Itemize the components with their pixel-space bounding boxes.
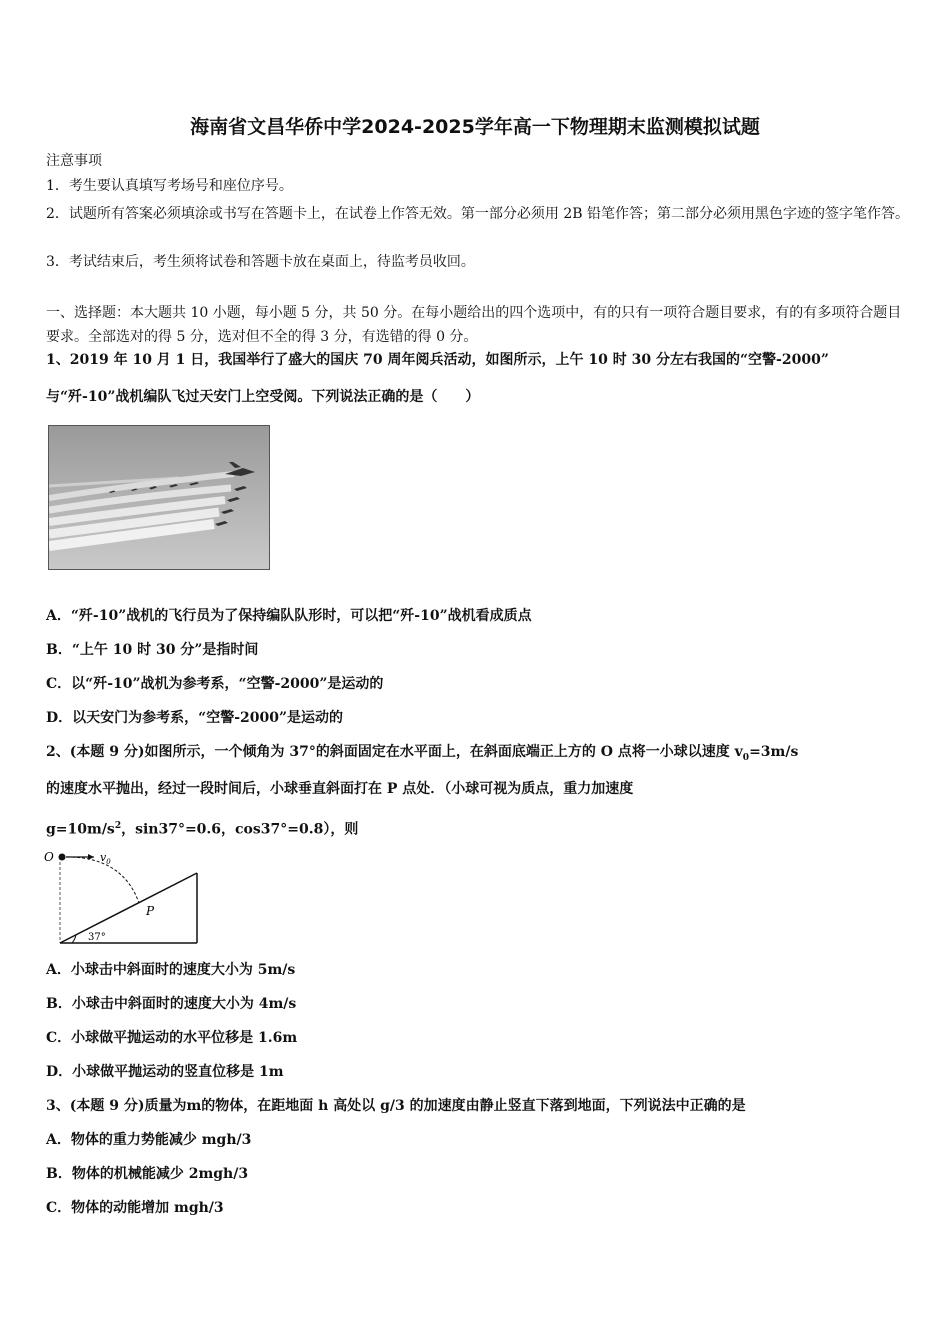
section-intro: 一、选择题：本大题共 10 小题，每小题 5 分，共 50 分。在每小题给出的四个选项中，有的只有一项符合题目要求，有的有多项符合题目要求。全部选对的得 5 分，选对但不全的得 3 分，有选错的得 0 分。: [46, 305, 902, 345]
notice-item-2: 2．试题所有答案必须填涂或书写在答题卡上，在试卷上作答无效。第一部分必须用 2B 铅笔作答；第二部分必须用黑色字迹的签字笔作答。: [46, 206, 909, 222]
q1-stem-line1: 1、2019 年 10 月 1 日，我国举行了盛大的国庆 70 周年阅兵活动，如图所示，上午 10 时 30 分左右我国的“空警-2000”: [46, 352, 829, 368]
q3-stem: 3、(本题 9 分)质量为m的物体，在距地面 h 高处以 g/3 的加速度由静止竖直下落到地面，下列说法中正确的是: [46, 1098, 746, 1114]
notice-heading: 注意事项: [46, 153, 102, 169]
q2-option-a: A．小球击中斜面时的速度大小为 5m/s: [46, 962, 296, 978]
q1-option-b: B．“上午 10 时 30 分”是指时间: [46, 642, 259, 658]
q2-option-d: D．小球做平抛运动的竖直位移是 1m: [46, 1064, 284, 1080]
svg-text:37°: 37°: [88, 932, 106, 943]
page-title: 海南省文昌华侨中学2024-2025学年高一下物理期末监测模拟试题: [190, 116, 760, 138]
svg-text:P: P: [146, 904, 155, 918]
q2-stem-line3: $g=10m/s^2$，sin37°=0.6，cos37°=0.8），则: [46, 821, 359, 838]
incline-projectile-diagram: [42, 845, 207, 950]
q1-option-d: D．以天安门为参考系，“空警-2000”是运动的: [46, 710, 344, 726]
svg-text:O: O: [44, 850, 54, 864]
q3-option-b: B．物体的机械能减少 2mgh/3: [46, 1166, 249, 1182]
q1-stem-line2: 与“歼-10”战机编队飞过天安门上空受阅。下列说法正确的是（ ）: [46, 389, 480, 405]
q2-option-c: C．小球做平抛运动的水平位移是 1.6m: [46, 1030, 298, 1046]
q1-option-c: C．以“歼-10”战机为参考系，“空警-2000”是运动的: [46, 676, 384, 692]
q2-option-b: B．小球击中斜面时的速度大小为 4m/s: [46, 996, 297, 1012]
svg-text:v0: $v_0$: [100, 851, 111, 866]
q3-option-a: A．物体的重力势能减少 mgh/3: [46, 1132, 252, 1148]
notice-item-3: 3．考试结束后，考生须将试卷和答题卡放在桌面上，待监考员收回。: [46, 254, 475, 270]
q3-option-c: C．物体的动能增加 mgh/3: [46, 1200, 224, 1216]
fighter-formation-photo: [48, 425, 270, 570]
q2-stem-line2: 的速度水平抛出，经过一段时间后，小球垂直斜面打在 P 点处．（小球可视为质点，重力加速度: [46, 781, 634, 797]
notice-item-1: 1．考生要认真填写考场号和座位序号。: [46, 178, 293, 194]
q2-stem-line1: 2、(本题 9 分)如图所示，一个倾角为 37°的斜面固定在水平面上，在斜面底端正上方的 O 点将一小球以速度 $v_0=3m/s$: [46, 744, 799, 763]
q1-option-a: A．“歼-10”战机的飞行员为了保持编队队形时，可以把“歼-10”战机看成质点: [46, 608, 532, 624]
